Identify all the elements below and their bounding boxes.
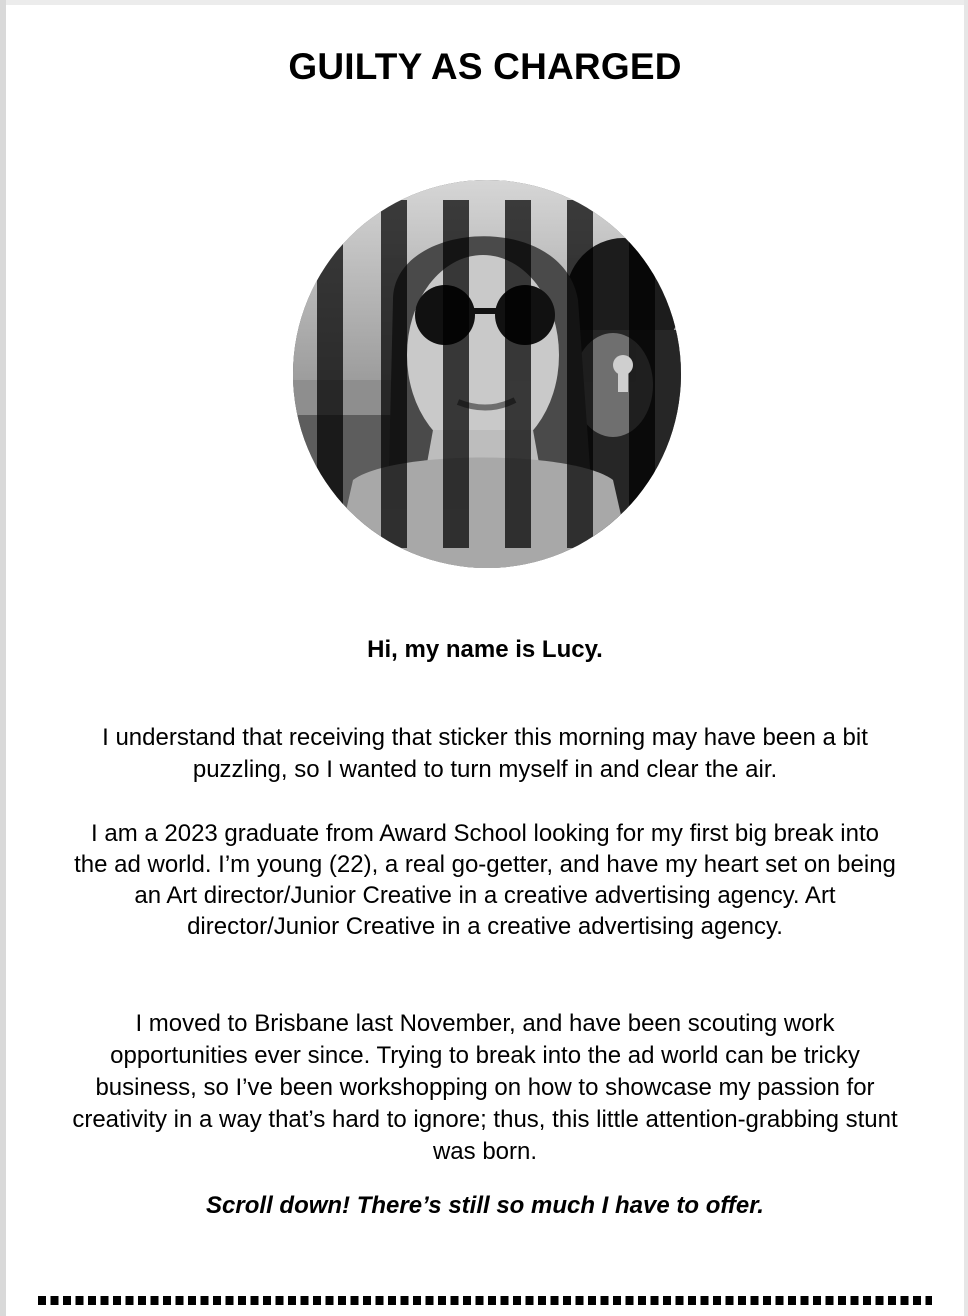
dotted-divider (38, 1296, 932, 1305)
portrait-behind-bars-photo (293, 180, 681, 568)
page-title: GUILTY AS CHARGED (288, 46, 682, 87)
scroll-down-cta: Scroll down! There’s still so much I have to offer. (206, 1192, 764, 1219)
letter-page (6, 0, 964, 1316)
page-right-edge (964, 0, 968, 1316)
background-paragraph: I am a 2023 graduate from Award School looking for my first big break into the ad world. I’m young (22), a real go-getter, and have my heart set on being an Art director/Junior Creative in a creative advertising agency. Art director/Junior Creative in a creative advertising agency. (74, 820, 896, 940)
story-paragraph: I moved to Brisbane last November, and have been scouting work opportunities ever since. Trying to break into the ad world can be tricky business, so I’ve been workshopping on how to showcase my passion for creativity in a way that’s hard to ignore; thus, this little attention-grabbing stunt was born. (72, 1010, 898, 1165)
intro-paragraph: I understand that receiving that sticker this morning may have been a bit puzzling, so I wanted to turn myself in and clear the air. (102, 724, 868, 783)
greeting-heading: Hi, my name is Lucy. (367, 636, 603, 663)
